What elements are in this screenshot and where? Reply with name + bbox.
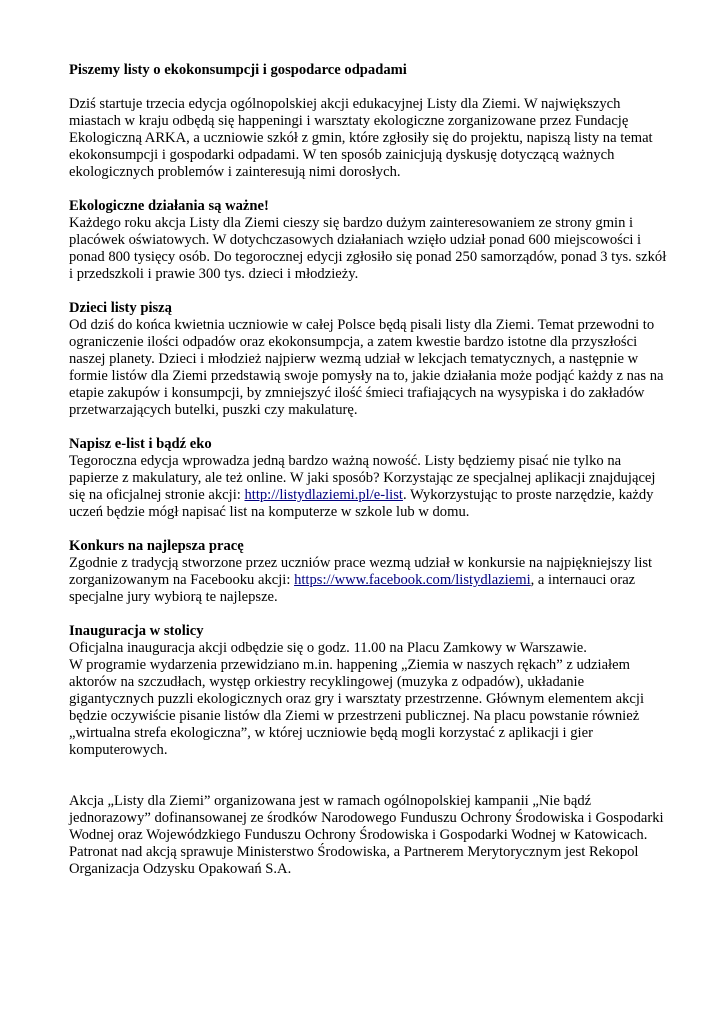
body-text: Zgodnie z tradycją stworzone przez uczniów prace wezmą udział w konkursie na najpiękniejszy list zorganizowanym na Facebooku akcji: [69, 555, 653, 588]
body-text: . Wykorzystując to proste narzędzie, każdy uczeń będzie mógł napisać list na komputerze w szkole lub w domu. [69, 487, 654, 520]
section-body [69, 555, 669, 606]
section-inauguracja [69, 623, 669, 759]
section-body [69, 453, 669, 521]
section-body: Od dziś do końca kwietnia uczniowie w całej Polsce będą pisali listy dla Ziemi. Temat przewodni to ograniczenie ilości odpadów oraz ekokonsumpcja, a zatem kwestie bardzo istotne dla przyszłości naszej planety. Dzieci i młodzież najpierw wezmą udział w lekcjach tematycznych, a następnie w formie listów dla Ziemi przedstawią swoje pomysły na to, jakie działania może podjąć każdy z nas na etapie zakupów i konsumpcji, by zmniejszyć ilość śmieci trafiających na wysypiska i do zakładów przetwarzających butelki, puszki czy makulaturę. [69, 317, 664, 418]
section-heading: Ekologiczne działania są ważne! [69, 198, 269, 214]
body-text: , a internauci oraz specjalne jury wybiorą te najlepsze. [69, 572, 636, 605]
section-ekologiczne [69, 198, 669, 283]
section-line: Oficjalna inauguracja akcji odbędzie się o godz. 11.00 na Placu Zamkowy w Warszawie. [69, 640, 587, 656]
elist-link[interactable]: http://listydlaziemi.pl/e-list [244, 487, 403, 503]
section-heading: Napisz e-list i bądź eko [69, 436, 212, 452]
section-heading: Dzieci listy piszą [69, 300, 172, 316]
document-title: Piszemy listy o ekokonsumpcji i gospodarce odpadami [69, 62, 407, 78]
section-konkurs [69, 538, 669, 606]
section-heading: Inauguracja w stolicy [69, 623, 204, 639]
document-page [69, 62, 669, 878]
section-elist [69, 436, 669, 521]
section-body: W programie wydarzenia przewidziano m.in. happening „Ziemia w naszych rękach” z udziałem aktorów na szczudłach, występ orkiestry recyklingowej (muzyka z odpadów), układanie gigantycznych puzzli ekologicznych oraz gry i warsztaty przestrzenne. Głównym elementem akcji będzie oczywiście pisanie listów dla Ziemi w przestrzeni publicznej. Na placu powstanie również „wirtualna strefa ekologiczna”, w której uczniowie będą mogli korzystać z aplikacji i gier komputerowych. [69, 657, 645, 758]
section-body: Każdego roku akcja Listy dla Ziemi cieszy się bardzo dużym zainteresowaniem ze strony gmin i placówek oświatowych. W dotychczasowych działaniach wzięło udział ponad 600 miejscowości i ponad 800 tysięcy osób. Do tegorocznej edycji zgłosiło się ponad 250 samorządów, ponad 3 tys. szkół i przedszkoli i prawie 300 tys. dzieci i młodzieży. [69, 215, 667, 282]
body-text: Tegoroczna edycja wprowadza jedną bardzo ważną nowość. Listy będziemy pisać nie tylko na papierze z makulatury, ale też online. W jaki sposób? Korzystając ze specjalnej aplikacji znajdującej się na oficjalnej stronie akcji: [69, 453, 656, 503]
section-dzieci [69, 300, 669, 419]
intro-section [69, 96, 669, 181]
footer-paragraph: Akcja „Listy dla Ziemi” organizowana jest w ramach ogólnopolskiej kampanii „Nie bądź jednorazowy” dofinansowanej ze środków Narodowego Funduszu Ochrony Środowiska i Gospodarki Wodnej oraz Wojewódzkiego Funduszu Ochrony Środowiska i Gospodarki Wodnej w Katowicach. Patronat nad akcją sprawuje Ministerstwo Środowiska, a Partnerem Merytorycznym jest Rekopol Organizacja Odzysku Opakowań S.A. [69, 793, 664, 877]
facebook-link[interactable]: https://www.facebook.com/listydlaziemi [294, 572, 531, 588]
intro-paragraph: Dziś startuje trzecia edycja ogólnopolskiej akcji edukacyjnej Listy dla Ziemi. W największych miastach w kraju odbędą się happeningi i warsztaty ekologiczne zorganizowane przez Fundację Ekologiczną ARKA, a uczniowie szkół z gmin, które zgłosiły się do projektu, napiszą listy na temat ekokonsumpcji i gospodarki odpadami. W ten sposób zainicjują dyskusję dotyczącą ważnych ekologicznych problemów i zainteresują nimi dorosłych. [69, 96, 653, 180]
section-heading: Konkurs na najlepsza pracę [69, 538, 244, 554]
spacer [69, 776, 669, 793]
